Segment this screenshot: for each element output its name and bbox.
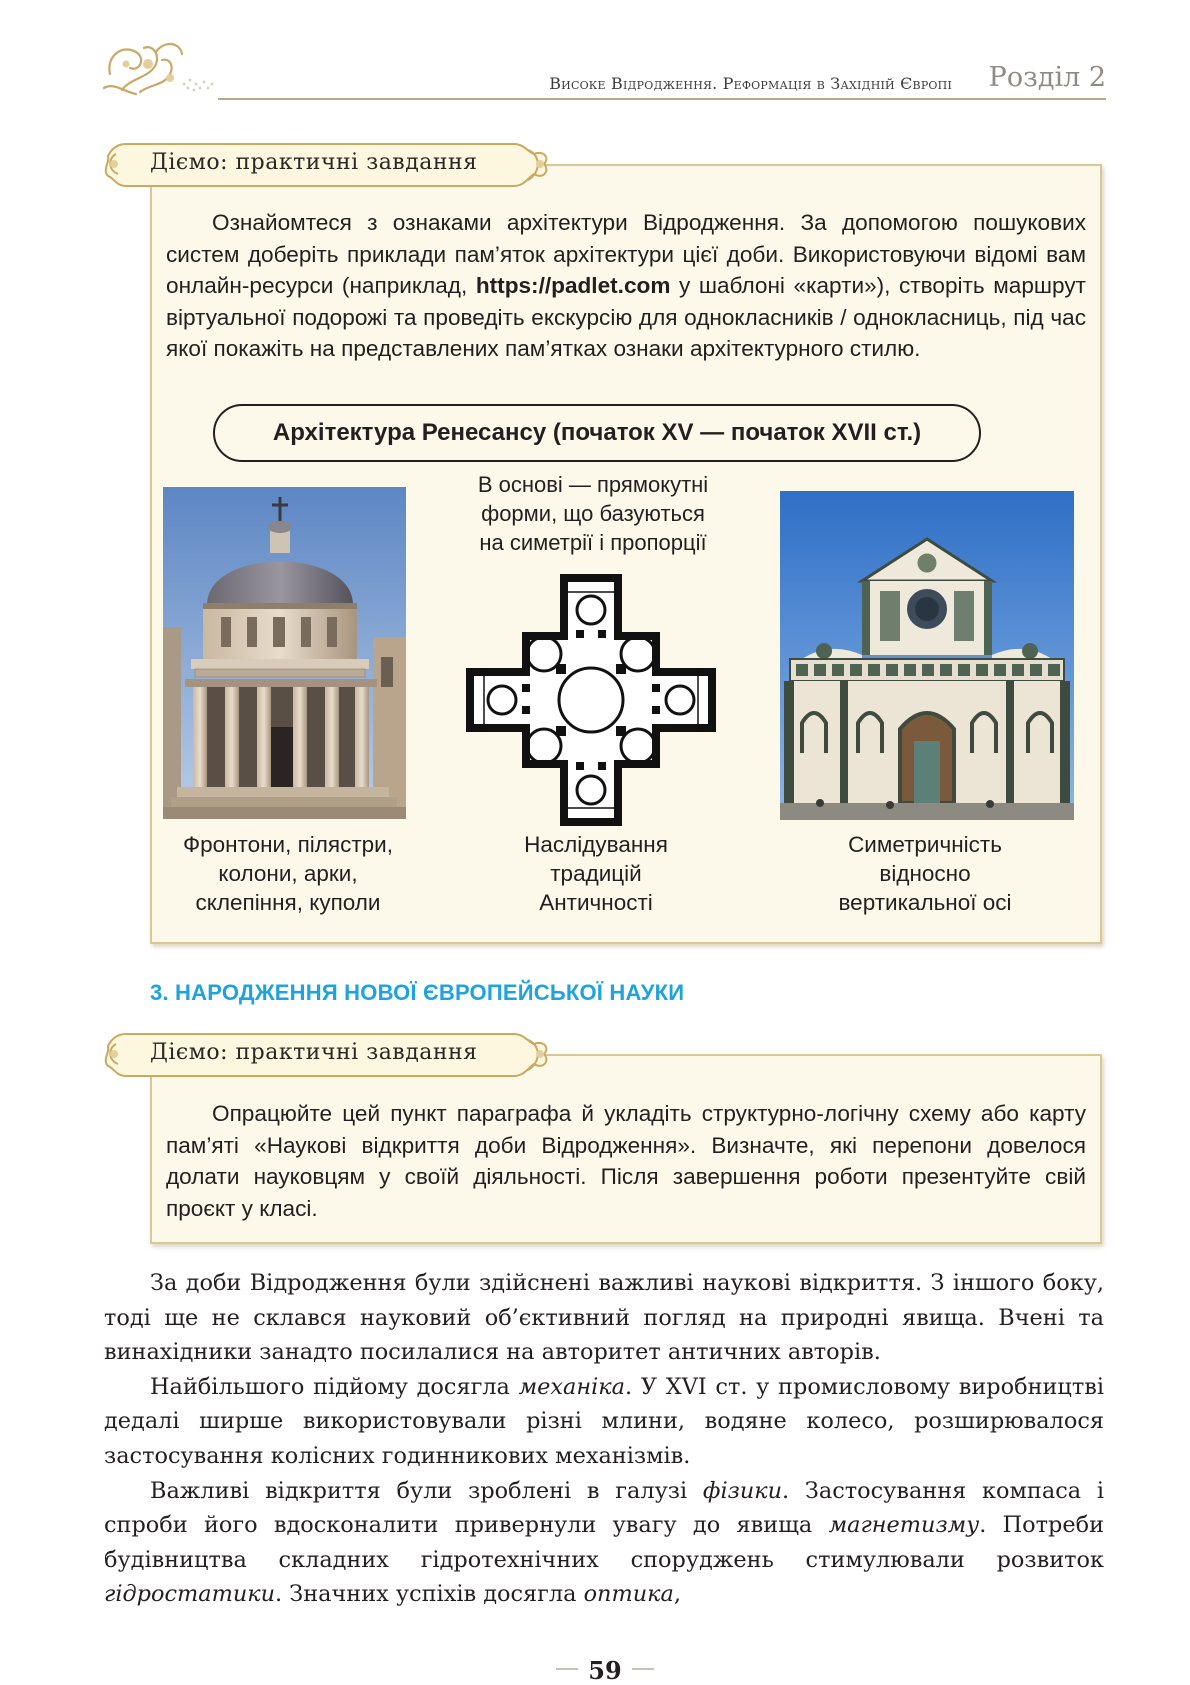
chapter-label: Розділ 2 [988,62,1106,93]
task-label-banner [104,136,552,192]
task1-text: Ознайомтеся з ознаками архітектури Відродження. За допомогою пошукових систем доберіть приклади пам’яток архітектури цієї доби. Використовуючи відомі вам онлайн-ресурси (наприклад, https://padlet.com у шаблоні «карти»), створіть маршрут віртуальної подорожі та проведіть екскурсію для однокласників / однокласниць, під час якої покажіть на представлених пам’ятках ознаки архітектурного стилю. [166,210,1086,361]
page-number-deco [632,1668,654,1670]
paragraph: Найбільшого підйому досягла механіка. У XVI ст. у промисловому виробництві дедалі ширше використовували різні млини, водяне колесо, розширювалося застосування колісних годинникових механізмів. [104,1373,1104,1469]
header-rule [218,98,1106,100]
caption-antiquity: Наслідування традицій Античності [524,832,668,915]
caption-features: Фронтони, пілястри, колони, арки, склепіння, куполи [182,832,393,915]
church-floor-plan [464,572,718,828]
task-label-text: Діємо: практичні завдання [150,1040,478,1065]
running-title: Високе Відродження. Реформація в Західній Європі [549,74,952,93]
task2-text: Опрацюйте цей пункт параграфа й укладіть структурно-логічну схему або карту пам’яті «Наукові відкриття доби Відродження». Визначте, які перепони довелося долати науковцям у своїй діяльності. Після завершення роботи презентуйте свій проєкт у класі. [166,1101,1086,1221]
floral-ornament-icon [100,34,220,100]
section-heading: 3. НАРОДЖЕННЯ НОВОЇ ЄВРОПЕЙСЬКОЇ НАУКИ [150,980,685,1005]
paragraph: Важливі відкриття були зроблені в галузі фізики. Застосування компаса і спроби його вдосконалити привернули увагу до явища магнетизму. Потреби будівництва складних гідротехнічних споруджень стимулювали розвиток гідростатики. Значних успіхів досягла оптика, [104,1477,1105,1608]
page-header [100,28,1106,100]
basis-text: В основі — прямокутні форми, що базуються на симетрії і пропорції [477,472,709,555]
body-text [104,1266,1104,1612]
page-number: 59 [588,1656,622,1685]
padlet-link[interactable]: https://padlet.com [475,273,671,298]
church-facade-photo [780,491,1074,820]
task-label-text: Діємо: практичні завдання [150,150,478,175]
paragraph: За доби Відродження були здійснені важливі наукові відкриття. З іншого боку, тоді ще не склався науковий об’єктивний погляд на природні явища. Вчені та винахідники занадто посилалися на авторитет античних авторів. [104,1270,1104,1366]
diagram-title: Архітектура Ренесансу (початок XV — початок XVII ст.) [213,404,981,462]
task-label-banner [104,1026,552,1082]
caption-symmetry: Симетричність відносно вертикальної осі [838,832,1012,915]
tempietto-photo [163,487,406,819]
